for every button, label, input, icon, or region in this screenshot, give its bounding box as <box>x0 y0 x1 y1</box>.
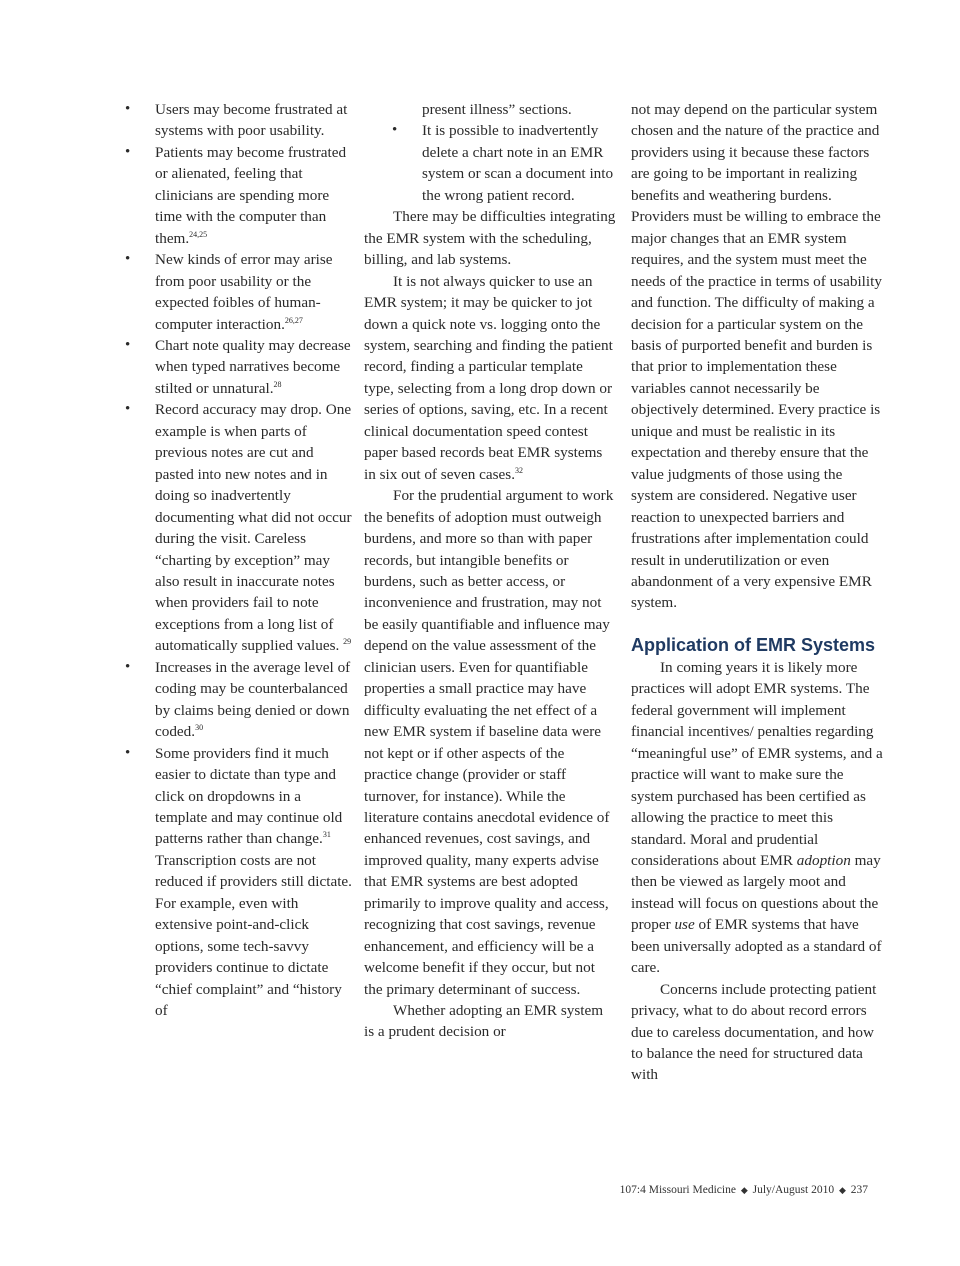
section-heading: Application of EMR Systems <box>631 634 876 655</box>
bullet-icon: • <box>125 251 131 268</box>
page-footer <box>620 1184 868 1196</box>
bullet-icon: • <box>125 658 131 675</box>
bullet-icon: • <box>125 101 131 117</box>
column-3 <box>631 99 886 1086</box>
paragraph: not may depend on the particular system chosen and the nature of the practice and providers using it because these factors are going to be important in realizing benefits and weathering burdens. Providers must be willing to embrace the major changes that an EMR system requires, and the system must meet the needs of the practice in terms of usability and function. The difficulty of making a decision for a particular system on the basis of purported benefit and burden is that prior to implementation these variables cannot necessarily be objectively determined. Every practice is unique and must be realistic in its expectation and thereby ensure that the value judgments of those using the system are considered. Negative user reaction to unexpected barriers and frustrations after implementation could result in underutilization or even abandonment of a very expensive EMR system. <box>631 101 882 612</box>
bullet-icon: • <box>125 744 131 761</box>
bullet-item: • New kinds of error may arise from poor usability or the expected foibles of human-computer interaction.$^{26,27}$ <box>125 251 333 333</box>
paragraph: In coming years it is likely more practices will adopt EMR systems. The federal government will implement financial incentives/ penalties regarding “meaningful use” of EMR systems, and a practice will want to make sure the system purchased has been certified as allowing the practice to meet this standard. Moral and prudential considerations about EMR adoption may then be viewed as largely moot and instead will focus on questions about the proper use of EMR systems that have been universally adopted as a standard of care. <box>631 658 883 977</box>
paragraph: For the prudential argument to work the benefits of adoption must outweigh burdens, and more so than with paper records, but intangible benefits or burdens, such as better access, or inconvenience and frustration, may not be easily quantifiable and influence may depend on the value assessment of the clinician users. Even for quantifiable properties a small practice may have difficulty evaluating the net effect of a new EMR system if baseline data were not kept or if other aspects of the practice change (provider or staff turnover, for instance). While the literature contains anecdotal evidence of enhanced revenues, cost savings, and improved quality, many experts advise that EMR systems are best adopted primarily to improve quality and access, recognizing that cost savings, revenue enhancement, and efficiency will be a welcome benefit if they occur, but not the primary determinant of success. <box>364 487 614 998</box>
bullet-item: • It is possible to inadvertently delete a chart note in an EMR system or scan a document into the wrong patient record. <box>392 122 614 204</box>
citation-ref: 29 <box>343 637 352 647</box>
citation-ref: 31 <box>322 830 331 840</box>
paragraph: Concerns include protecting patient privacy, what to do about record errors due to careless documentation, and how to balance the need for structured data with <box>631 980 877 1084</box>
issue-date: July/August 2010 <box>752 1184 835 1196</box>
bullet-continuation: present illness” sections. <box>422 101 572 118</box>
citation-ref: 26,27 <box>284 315 303 325</box>
page-number: 237 <box>850 1184 868 1196</box>
burden-bullet-list-cont <box>364 120 616 206</box>
journal-volume: 107:4 Missouri Medicine <box>619 1184 736 1196</box>
paragraph: There may be difficulties integrating the EMR system with the scheduling, billing, and lab systems. <box>364 208 616 269</box>
bullet-item: • Chart note quality may decrease when typed narratives become stilted or unnatural.$^{28}$ <box>125 336 351 397</box>
diamond-separator-icon: ◆ <box>838 1185 846 1195</box>
bullet-item: • Users may become frustrated at systems with poor usability. <box>125 101 348 140</box>
bullet-icon: • <box>125 336 131 353</box>
citation-ref: 32 <box>515 465 523 475</box>
citation-ref: 28 <box>273 379 282 389</box>
bullet-item: • Patients may become frustrated or alienated, feeling that clinicians are spending more time with the computer than them.$^{24,25}$ <box>125 143 347 247</box>
bullet-icon: • <box>392 122 398 139</box>
burden-bullet-list <box>120 99 352 1021</box>
column-2 <box>364 99 616 1043</box>
bullet-item: • Increases in the average level of coding may be counterbalanced by claims being denied or down coded.$^{30}$ <box>125 658 351 741</box>
bullet-item: • Some providers find it much easier to dictate than type and click on dropdowns in a template and may continue old patterns rather than change.$^{31}$ Transcription costs are not reduced if providers still dictate. For example, even with extensive point-and-click options, some tech-savvy providers continue to dictate “chief complaint” and “history of <box>125 744 352 1020</box>
column-1 <box>120 99 352 1021</box>
bullet-item: • Record accuracy may drop. One example is when parts of previous notes are cut and pasted into new notes and in doing so inadvertently documenting what did not occur during the visit. Careless “charting by exception” may also result in inaccurate notes when providers fail to note exceptions from a long list of automatically supplied values. $^{29}$ <box>125 401 352 655</box>
citation-ref: 24,25 <box>189 229 208 239</box>
bullet-icon: • <box>125 143 131 160</box>
paragraph: Whether adopting an EMR system is a prudent decision or <box>364 1002 604 1041</box>
citation-ref: 30 <box>195 723 204 733</box>
bullet-icon: • <box>125 401 131 418</box>
diamond-separator-icon: ◆ <box>740 1185 748 1195</box>
paragraph: It is not always quicker to use an EMR system; it may be quicker to jot down a quick note vs. logging onto the system, searching and finding the patient record, finding a particular template type, selecting from a long drop down or series of options, saving, etc. In a recent clinical documentation speed contest paper based records beat EMR systems in six out of seven cases.$^{32}$ <box>364 272 613 483</box>
